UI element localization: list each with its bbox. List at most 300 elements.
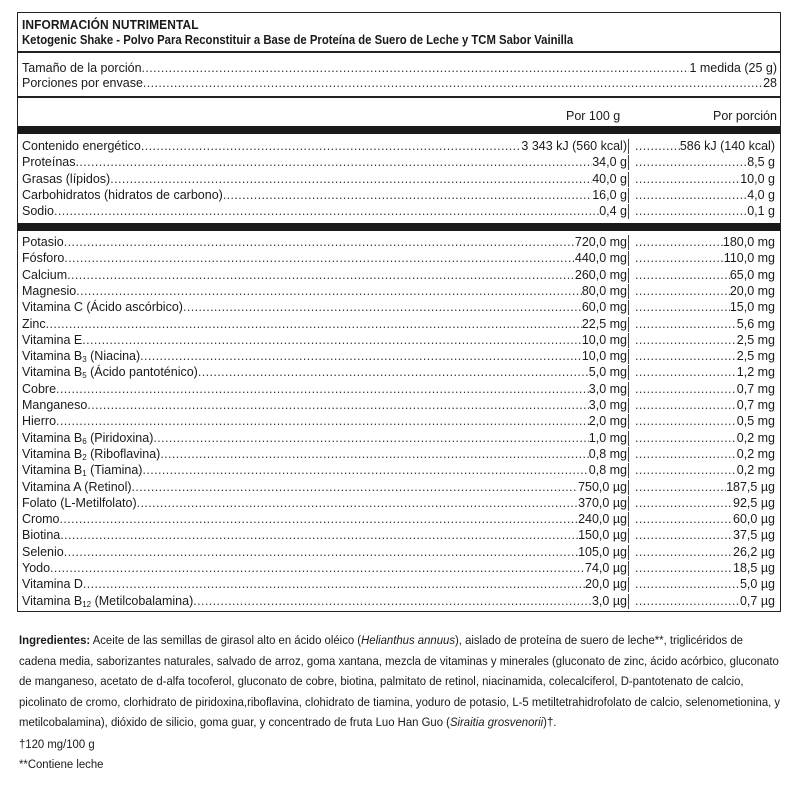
value-per-serving: 26,2 µg [733,544,775,559]
dot-leader [635,235,723,250]
dot-leader [635,155,747,170]
value-per-100g: 3,0 mg [588,381,627,396]
nutrient-leader [22,447,627,462]
nutrient-leader [22,414,627,429]
value-per-serving: 0,7 mg [736,398,775,412]
nutrient-row [18,577,780,592]
dot-leader [87,398,588,413]
nutrient-leader [22,204,627,219]
nutrient-row [18,139,780,154]
nutrient-name: Hierro [22,414,57,429]
nutrient-label [22,317,46,332]
nutrient-label [22,382,56,397]
column-separator [628,317,629,332]
nutrient-label [22,577,83,592]
dot-leader [76,284,582,299]
dot-leader [56,414,589,429]
nutrient-row [18,594,780,609]
value-per-100g: 10,0 mg [581,332,627,347]
nutrient-name: Fósforo [22,251,65,266]
per-serving-leader [635,480,775,495]
column-separator [628,235,629,250]
nutrient-label [22,188,223,203]
nutrient-name: Contenido energético [22,139,141,153]
per-serving-leader [635,268,775,283]
nutrient-qualifier: (Riboflavina) [86,446,161,461]
nutrient-row [18,463,780,478]
dot-leader [635,463,737,478]
nutrient-name: Vitamina B [22,365,83,380]
nutrient-row [18,333,780,348]
dot-leader [635,333,737,348]
column-separator [628,480,629,495]
column-separator [628,447,629,462]
serving-label: Porciones por envase [22,76,143,90]
value-per-100g: 750,0 µg [578,479,627,494]
nutrient-qualifier: (Ácido pantoténico) [86,365,198,380]
per-serving-leader [635,512,775,527]
nutrient-subscript: 6 [82,436,87,446]
serving-leader [22,61,777,76]
value-per-serving: 15,0 mg [729,300,775,315]
nutrient-label [22,398,87,413]
nutrient-subscript: 12 [82,599,92,609]
value-per-100g: 5,0 mg [588,365,627,380]
dot-leader [60,528,578,543]
nutrient-subscript: 5 [82,371,87,381]
nutrient-leader [22,188,627,203]
value-per-serving: 187,5 µg [726,479,775,494]
nutrient-leader [22,577,627,592]
nutrient-leader [22,139,627,154]
column-separator [628,528,629,543]
nutrient-name: Cobre [22,381,57,396]
column-separator [628,349,629,364]
value-per-serving: 18,5 µg [733,561,775,575]
dot-leader [160,447,588,462]
column-separator [628,172,629,187]
dot-leader [635,300,730,315]
divider [18,96,780,98]
nutrient-subscript: 1 [82,469,87,479]
per-serving-leader [635,251,775,266]
nutrient-row [18,235,780,250]
value-per-serving: 92,5 µg [733,495,775,510]
per-serving-leader [635,188,775,203]
dot-leader [83,577,585,592]
dot-leader [635,496,733,511]
nutrient-qualifier: (Piridoxina) [86,430,154,445]
nutrient-leader [22,382,627,397]
dot-leader [153,431,588,446]
nutrient-name: Grasas (lípidos) [22,171,111,186]
value-per-serving: 37,5 µg [733,528,775,543]
nutrient-row [18,188,780,203]
nutrient-leader [22,268,627,283]
nutrient-name: Vitamina B [22,446,83,461]
nutrient-name: Selenio [22,544,64,559]
value-per-100g: 370,0 µg [578,495,627,510]
dot-leader [635,480,726,495]
nutrient-row [18,431,780,446]
nutrient-label [22,300,183,315]
per-serving-leader [635,545,775,560]
dot-leader [635,172,740,187]
ingredients-latin-name: Siraitia grosvenorii [449,715,544,729]
dot-leader [635,431,737,446]
nutrient-row [18,300,780,315]
dot-leader [132,480,579,495]
dot-leader [635,284,730,299]
nutrient-row [18,155,780,170]
value-per-100g: 20,0 µg [585,577,627,592]
thick-divider [18,126,780,134]
dot-leader [142,61,690,76]
nutrient-row [18,349,780,364]
nutrient-label [22,447,160,462]
nutrient-name: Yodo [22,561,51,575]
footnote-dagger: †120 mg/100 g [19,737,95,751]
value-per-100g: 22,5 mg [581,316,627,331]
nutrient-row [18,317,780,332]
per-serving-leader [635,365,775,380]
nutrient-row [18,172,780,187]
serving-label: Tamaño de la porción [22,61,142,75]
value-per-100g: 40,0 g [592,171,627,186]
value-per-100g: 0,8 mg [588,446,627,461]
value-per-100g: 150,0 µg [578,528,627,543]
value-per-serving: 0,2 mg [736,463,775,478]
column-header-per100: Por 100 g [566,109,621,123]
nutrient-row [18,365,780,380]
nutrient-label [22,561,50,576]
column-separator [628,139,629,154]
dot-leader [64,235,575,250]
dot-leader [183,300,582,315]
nutrient-subscript: 2 [82,452,87,462]
nutrient-leader [22,398,627,413]
column-separator [628,251,629,266]
column-separator [628,512,629,527]
column-separator [628,300,629,315]
nutrient-qualifier: (Tiamina) [86,463,143,478]
dot-leader [635,139,680,154]
nutrient-name: Folato (L-Metilfolato) [22,495,137,510]
dot-leader [110,172,592,187]
nutrient-name: Vitamina A (Retinol) [22,479,132,494]
dot-leader [635,365,737,380]
serving-leader [22,76,777,91]
value-per-100g: 0,8 mg [588,463,627,478]
dot-leader [142,463,588,478]
dot-leader [193,594,592,609]
value-per-serving: 4,0 g [747,187,775,202]
value-per-serving: 0,7 µg [739,593,775,608]
column-separator [628,561,629,576]
nutrient-row [18,251,780,266]
nutrient-label [22,268,67,283]
nutrient-label [22,480,132,495]
value-per-100g: 0,4 g [599,204,627,219]
ingredients-part: )†. [543,715,557,729]
nutrient-subscript: 3 [82,355,87,365]
dot-leader [46,317,582,332]
nutrient-leader [22,594,627,609]
dot-leader [635,349,737,364]
dot-leader [635,561,733,576]
nutrient-label [22,333,82,348]
dot-leader [635,398,737,413]
value-per-serving: 8,5 g [747,155,775,170]
nutrient-leader [22,512,627,527]
value-per-serving: 0,5 mg [736,414,775,429]
column-separator [628,496,629,511]
value-per-100g: 440,0 mg [574,251,627,266]
per-serving-leader [635,463,775,478]
nutrient-row [18,512,780,527]
nutrient-name: Vitamina B [22,463,83,478]
nutrient-leader [22,528,627,543]
nutrient-label [22,235,64,250]
column-separator [628,284,629,299]
divider [18,51,780,53]
nutrient-leader [22,431,627,446]
dot-leader [223,188,592,203]
nutrient-name: Vitamina B [22,430,83,445]
value-per-100g: 16,0 g [592,187,627,202]
nutrient-row [18,528,780,543]
dot-leader [140,349,582,364]
nutrient-name: Vitamina B [22,349,83,364]
nutrient-label [22,172,110,187]
per-serving-leader [635,447,775,462]
column-separator [628,545,629,560]
nutrient-label [22,528,60,543]
nutrient-row [18,382,780,397]
dot-leader [50,561,585,576]
value-per-serving: 586 kJ (140 kcal) [679,139,775,153]
dot-leader [635,577,740,592]
dot-leader [635,594,740,609]
nutrient-name: Biotina [22,528,61,543]
value-per-100g: 3,0 µg [591,593,627,608]
column-separator [628,365,629,380]
nutrient-leader [22,496,627,511]
dot-leader [635,204,747,219]
per-serving-leader [635,398,775,413]
value-per-100g: 74,0 µg [585,561,627,575]
serving-row [18,76,780,91]
value-per-serving: 110,0 mg [723,251,775,266]
per-serving-leader [635,235,775,250]
dot-leader [635,317,737,332]
per-serving-leader [635,382,775,397]
column-separator [628,268,629,283]
value-per-serving: 20,0 mg [729,283,775,298]
dot-leader [143,76,763,91]
value-per-100g: 720,0 mg [574,235,627,249]
nutrient-label [22,251,64,266]
nutrient-label [22,545,64,560]
nutrient-leader [22,561,627,576]
column-separator [628,398,629,413]
nutrient-leader [22,235,627,250]
nutrient-row [18,414,780,429]
nutrient-leader [22,155,627,170]
nutrient-name: Vitamina B [22,593,83,608]
value-per-serving: 0,7 mg [736,381,775,396]
dot-leader [198,365,589,380]
value-per-100g: 105,0 µg [578,544,627,559]
nutrient-name: Zinc [22,316,46,331]
value-per-serving: 1,2 mg [736,365,775,380]
dot-leader [56,382,589,397]
nutrient-name: Manganeso [22,398,88,412]
column-separator [628,333,629,348]
column-separator [628,594,629,609]
ingredients-heading: Ingredientes: [19,633,91,647]
dot-leader [82,333,582,348]
nutrient-name: Vitamina C (Ácido ascórbico) [22,300,183,315]
per-serving-leader [635,139,775,154]
value-per-serving: 5,6 mg [736,316,775,331]
serving-row [18,61,780,76]
nutrient-label [22,204,54,219]
column-separator [628,382,629,397]
ingredients-part: ), aislado de proteína de suero de leche**, triglicéridos de cadena media, saborizantes naturales, salvado de arroz, goma xantana, mezcla de vitaminas y minerales (gluconato de zinc, ácido acórbico, gluconato de manganeso, acetato de d-alfa tocoferol, gluconato de cobre, biotina, palmitato de retinol, niacinamida, colecalciferol, D-pantotenato de calcio, picolinato de cromo, clorhidrato de piridoxina,riboflavina, clohidrato de tiamina, yoduro de potasio, L-5 metiltetrahidrofolato de calcio, selenometionina, y metilcobalamina), dióxido de silicio, goma guar, y concentrado de fruta Luo Han Guo ( [19,633,781,729]
nutrient-leader [22,349,627,364]
column-header-per-serving: Por porción [713,109,777,123]
nutrient-label [22,496,137,511]
value-per-100g: 260,0 mg [574,267,627,282]
per-serving-leader [635,284,775,299]
nutrient-leader [22,172,627,187]
nutrient-leader [22,365,627,380]
value-per-serving: 0,1 g [747,204,775,219]
dot-leader [635,268,730,283]
thick-divider [18,223,780,231]
value-per-100g: 240,0 µg [578,512,627,527]
per-serving-leader [635,414,775,429]
nutrient-label [22,349,140,364]
dot-leader [635,447,737,462]
per-serving-leader [635,496,775,511]
nutrient-qualifier: (Metilcobalamina) [91,593,194,608]
value-per-100g: 2,0 mg [588,414,627,429]
dot-leader [54,204,599,219]
nutrient-name: Calcium [22,267,68,282]
dot-leader [67,268,575,283]
dot-leader [76,155,593,170]
dot-leader [60,512,579,527]
ingredients-text [19,630,782,733]
nutrient-row [18,268,780,283]
ingredients-latin-name: Helianthus annuus [361,633,455,647]
nutrient-name: Cromo [22,512,60,527]
nutrient-row [18,561,780,576]
per-serving-leader [635,561,775,576]
value-per-100g: 3,0 mg [588,398,627,412]
dot-leader [635,512,733,527]
value-per-serving: 65,0 mg [729,267,775,282]
panel-title: INFORMACIÓN NUTRIMENTAL [22,17,199,32]
value-per-100g: 3 343 kJ (560 kcal) [521,139,627,153]
column-separator [628,414,629,429]
footnote-milk: **Contiene leche [19,757,104,771]
nutrient-leader [22,463,627,478]
value-per-100g: 60,0 mg [581,300,627,315]
dot-leader [635,382,737,397]
nutrient-row [18,284,780,299]
value-per-100g: 10,0 mg [581,349,627,364]
per-serving-leader [635,300,775,315]
nutrient-row [18,447,780,462]
value-per-serving: 0,2 mg [736,430,775,445]
column-separator [628,577,629,592]
per-serving-leader [635,172,775,187]
nutrient-label [22,139,141,154]
nutrient-row [18,398,780,413]
value-per-serving: 10,0 g [740,171,775,186]
nutrient-leader [22,333,627,348]
nutrient-label [22,463,142,478]
nutrient-label [22,414,56,429]
dot-leader [64,545,578,560]
nutrient-row [18,496,780,511]
nutrient-leader [22,300,627,315]
column-separator [628,431,629,446]
nutrient-label [22,284,76,299]
nutrient-leader [22,480,627,495]
nutrient-leader [22,251,627,266]
dot-leader [141,139,522,154]
value-per-serving: 0,2 mg [736,446,775,461]
column-separator [628,188,629,203]
nutrient-name: Vitamina E [22,332,83,347]
nutrient-row [18,545,780,560]
nutrient-label [22,512,60,527]
nutrient-name: Magnesio [22,283,77,298]
per-serving-leader [635,349,775,364]
nutrient-leader [22,545,627,560]
nutrient-name: Sodio [22,204,54,219]
value-per-serving: 5,0 µg [739,577,775,592]
per-serving-leader [635,577,775,592]
product-name: Ketogenic Shake - Polvo Para Reconstituir a Base de Proteína de Suero de Leche y TCM Sabor Vainilla [22,32,574,47]
nutrient-label [22,365,198,380]
nutrient-name: Vitamina D [22,577,83,592]
nutrient-name: Potasio [22,235,64,249]
per-serving-leader [635,594,775,609]
nutrient-label [22,594,193,609]
ingredients-part: Aceite de las semillas de girasol alto en ácido oléico ( [90,633,362,647]
serving-value: 28 [763,76,777,90]
value-per-serving: 180,0 mg [722,235,775,249]
dot-leader [635,251,724,266]
nutrient-label [22,155,76,170]
value-per-100g: 1,0 mg [588,430,627,445]
dot-leader [635,414,737,429]
nutrient-name: Carbohidratos (hidratos de carbono) [22,187,223,202]
per-serving-leader [635,204,775,219]
per-serving-leader [635,431,775,446]
value-per-100g: 80,0 mg [581,283,627,298]
column-separator [628,204,629,219]
value-per-100g: 34,0 g [592,155,627,170]
column-separator [628,155,629,170]
nutrient-label [22,431,153,446]
nutrient-row [18,204,780,219]
